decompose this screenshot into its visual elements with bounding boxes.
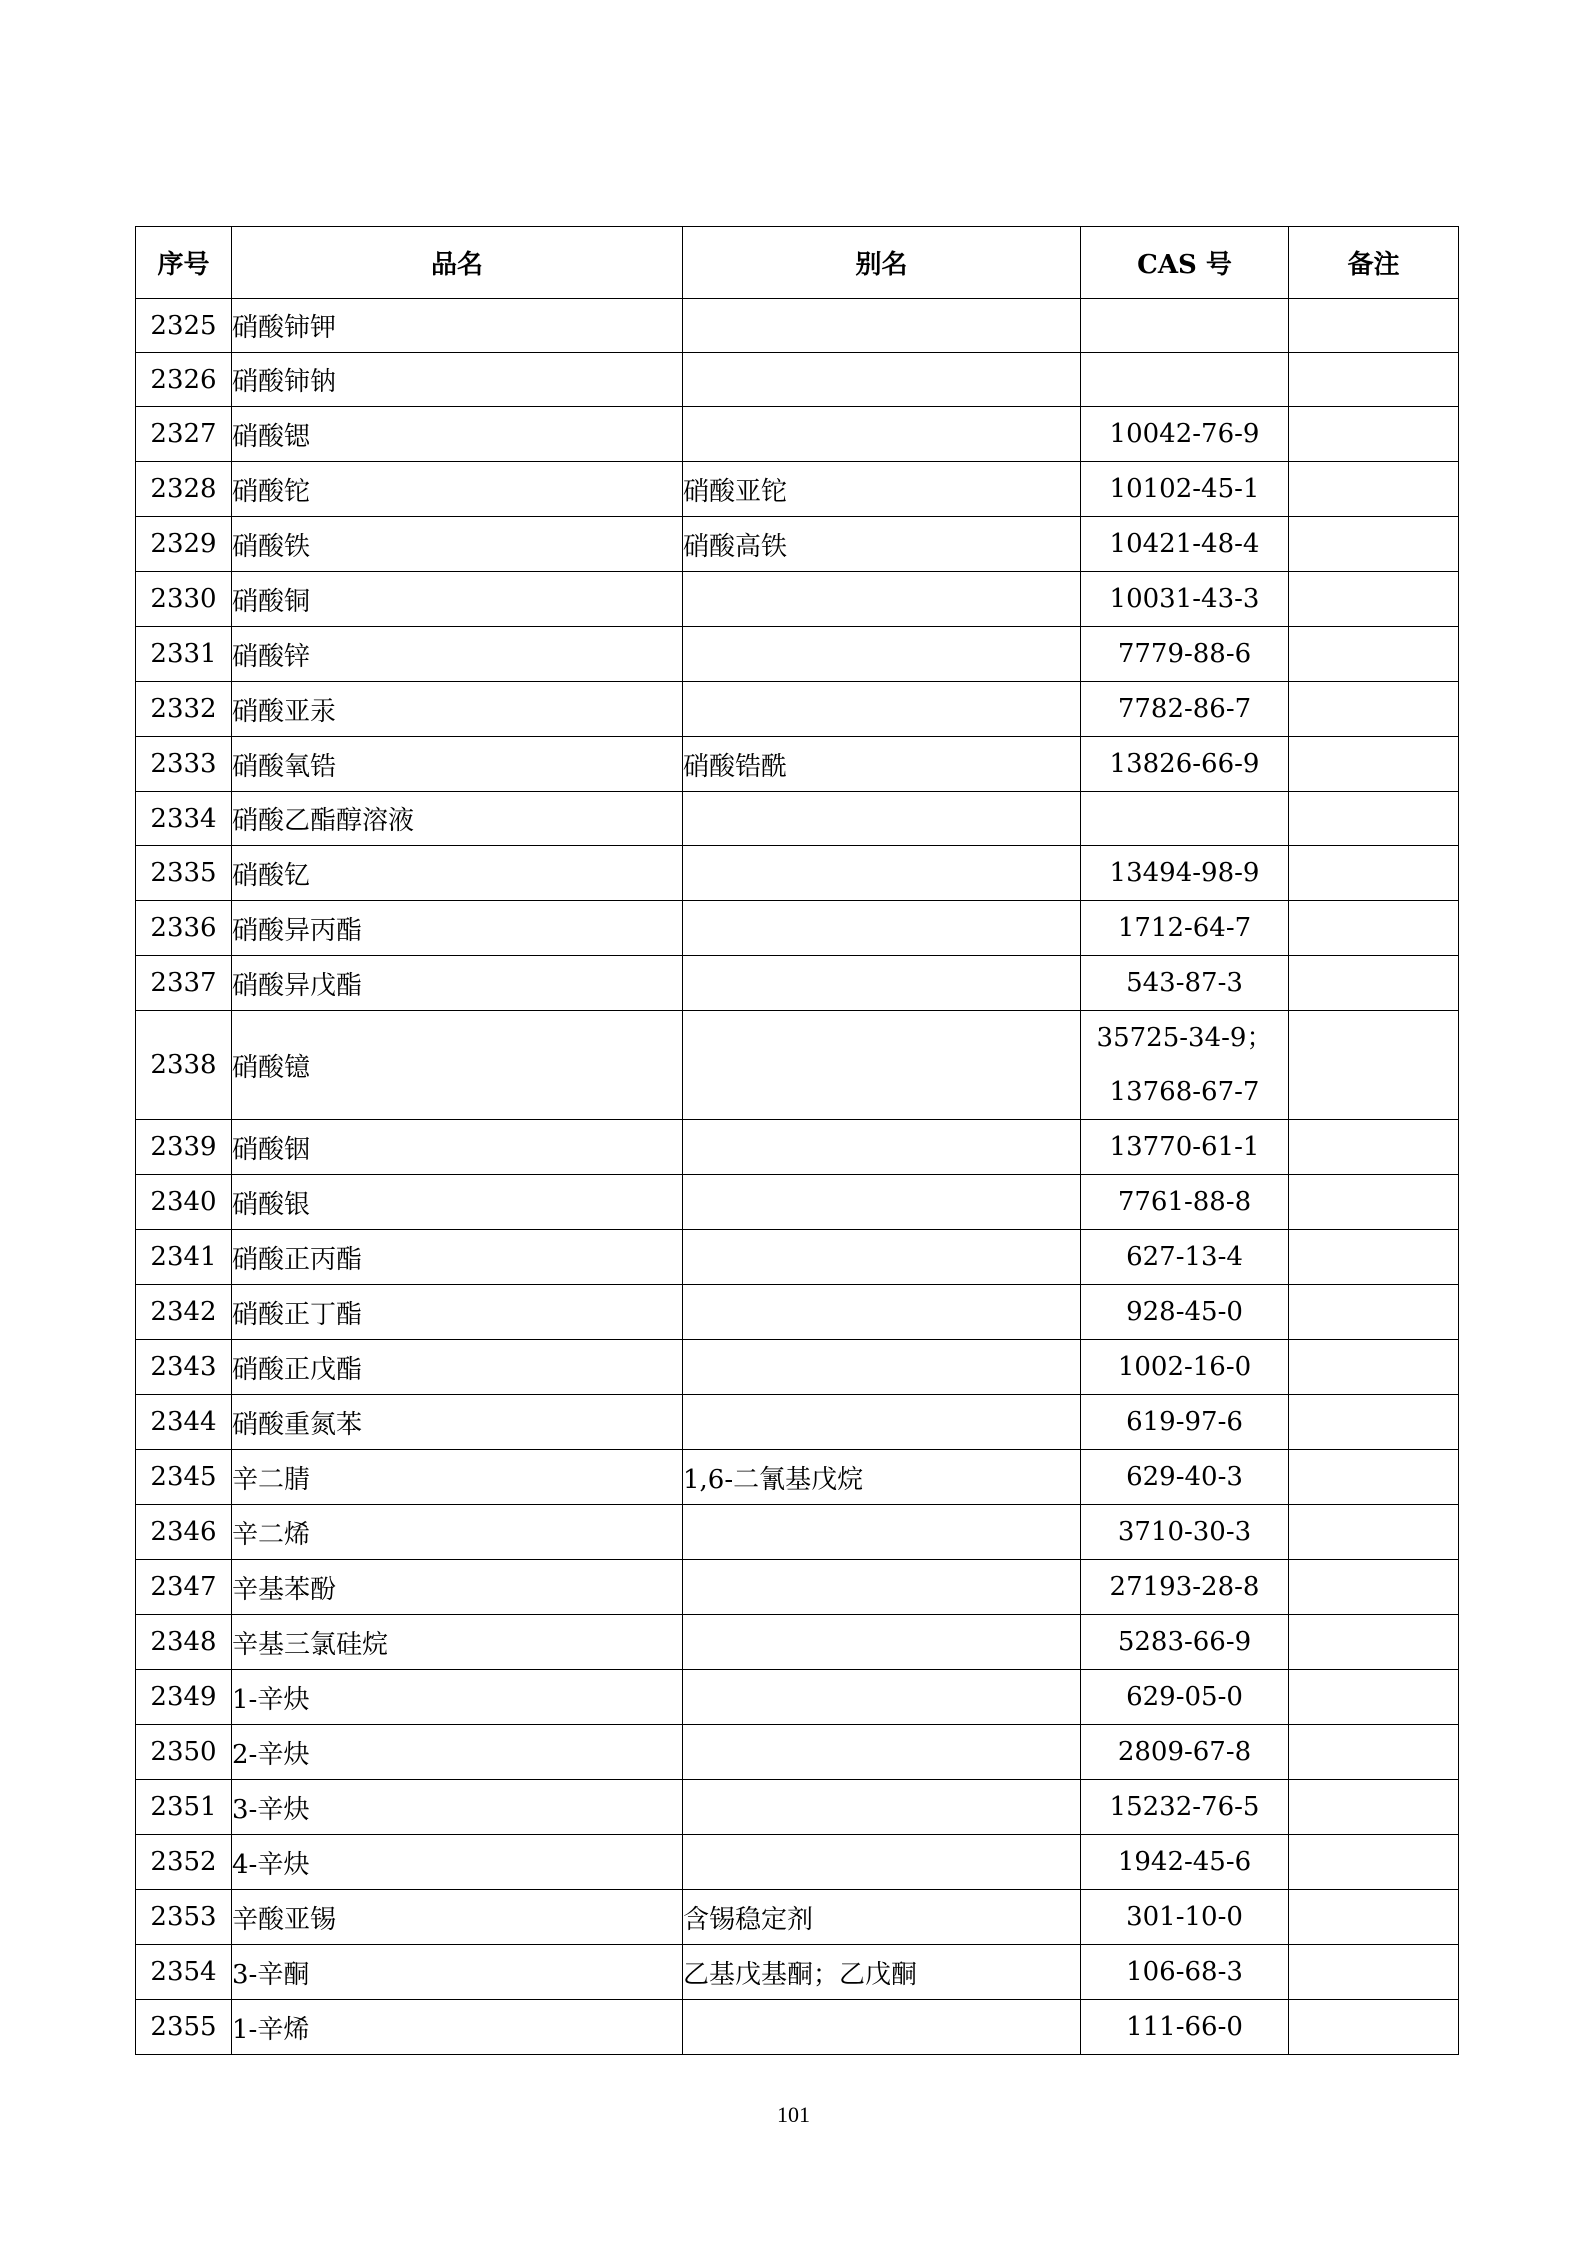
cell-seq: 2348 <box>136 1615 232 1670</box>
cell-cas <box>1081 299 1289 353</box>
cell-seq: 2355 <box>136 2000 232 2055</box>
cell-note <box>1289 901 1459 956</box>
cell-note <box>1289 1725 1459 1780</box>
table-row <box>136 1450 1459 1505</box>
cas-number: 10102-45-1 <box>1109 474 1260 504</box>
cell-name: 硝酸镱 <box>232 1011 683 1120</box>
cell-cas <box>1081 1230 1289 1285</box>
table-row <box>136 846 1459 901</box>
cell-name: 硝酸铁 <box>232 517 683 572</box>
cell-cas <box>1081 1560 1289 1615</box>
cell-seq: 2354 <box>136 1945 232 2000</box>
cell-name: 3-辛酮 <box>232 1945 683 2000</box>
cell-name: 4-辛炔 <box>232 1835 683 1890</box>
cell-cas <box>1081 1011 1289 1120</box>
table-row <box>136 1560 1459 1615</box>
cell-note <box>1289 353 1459 407</box>
cell-cas <box>1081 1670 1289 1725</box>
cell-name: 3-辛炔 <box>232 1780 683 1835</box>
table-row <box>136 1011 1459 1120</box>
cas-number: 27193-28-8 <box>1109 1572 1260 1602</box>
cell-seq: 2349 <box>136 1670 232 1725</box>
cell-alias <box>683 2000 1081 2055</box>
table-row <box>136 1175 1459 1230</box>
cell-cas <box>1081 1890 1289 1945</box>
cell-note <box>1289 407 1459 462</box>
cell-name: 1-辛烯 <box>232 2000 683 2055</box>
cell-seq: 2337 <box>136 956 232 1011</box>
cas-number: 2809-67-8 <box>1117 1737 1252 1767</box>
cell-note <box>1289 2000 1459 2055</box>
cell-seq: 2344 <box>136 1395 232 1450</box>
cell-note <box>1289 1120 1459 1175</box>
cas-number: 1002-16-0 <box>1117 1352 1252 1382</box>
cell-name: 硝酸重氮苯 <box>232 1395 683 1450</box>
cell-seq: 2329 <box>136 517 232 572</box>
cell-name: 辛二腈 <box>232 1450 683 1505</box>
cas-number: 619-97-6 <box>1126 1407 1243 1437</box>
cell-name: 硝酸氧锆 <box>232 737 683 792</box>
cell-cas <box>1081 737 1289 792</box>
cell-note <box>1289 572 1459 627</box>
cell-name: 硝酸银 <box>232 1175 683 1230</box>
cas-number: 13770-61-1 <box>1109 1132 1260 1162</box>
header-seq: 序号 <box>136 227 232 299</box>
cell-name: 硝酸锌 <box>232 627 683 682</box>
cell-alias <box>683 1505 1081 1560</box>
cell-cas <box>1081 901 1289 956</box>
cell-seq: 2330 <box>136 572 232 627</box>
cell-alias <box>683 792 1081 846</box>
cell-seq: 2339 <box>136 1120 232 1175</box>
cell-seq: 2331 <box>136 627 232 682</box>
cell-alias <box>683 1395 1081 1450</box>
cas-number: 629-40-3 <box>1126 1462 1243 1492</box>
table-row <box>136 462 1459 517</box>
cell-name: 硝酸铈钠 <box>232 353 683 407</box>
cell-cas <box>1081 572 1289 627</box>
cell-name: 辛酸亚锡 <box>232 1890 683 1945</box>
cell-cas <box>1081 407 1289 462</box>
cas-number: 1712-64-7 <box>1117 913 1252 943</box>
cell-name: 硝酸异丙酯 <box>232 901 683 956</box>
table-row <box>136 627 1459 682</box>
cell-cas <box>1081 462 1289 517</box>
table-row <box>136 1285 1459 1340</box>
cas-number: 7761-88-8 <box>1117 1187 1252 1217</box>
table-row <box>136 737 1459 792</box>
cas-number: 629-05-0 <box>1126 1682 1243 1712</box>
cell-cas <box>1081 1285 1289 1340</box>
cell-cas <box>1081 1780 1289 1835</box>
cell-name: 辛基苯酚 <box>232 1560 683 1615</box>
cell-seq: 2325 <box>136 299 232 353</box>
cell-note <box>1289 1230 1459 1285</box>
table-row <box>136 572 1459 627</box>
cell-name: 硝酸铈钾 <box>232 299 683 353</box>
cas-number: 627-13-4 <box>1126 1242 1243 1272</box>
cell-name: 硝酸铟 <box>232 1120 683 1175</box>
cell-alias <box>683 1835 1081 1890</box>
cell-note <box>1289 1890 1459 1945</box>
cell-cas <box>1081 1725 1289 1780</box>
cell-cas <box>1081 1450 1289 1505</box>
cell-name: 硝酸乙酯醇溶液 <box>232 792 683 846</box>
cell-seq: 2338 <box>136 1011 232 1120</box>
cell-cas <box>1081 627 1289 682</box>
header-alias: 别名 <box>683 227 1081 299</box>
table-row <box>136 299 1459 353</box>
cell-alias <box>683 1725 1081 1780</box>
cell-alias <box>683 1120 1081 1175</box>
cell-note <box>1289 682 1459 737</box>
table-row <box>136 682 1459 737</box>
cell-alias: 含锡稳定剂 <box>683 1890 1081 1945</box>
cell-alias <box>683 1230 1081 1285</box>
header-note: 备注 <box>1289 227 1459 299</box>
cell-alias <box>683 1780 1081 1835</box>
cell-alias <box>683 1011 1081 1120</box>
cell-seq: 2336 <box>136 901 232 956</box>
table-row <box>136 1670 1459 1725</box>
cell-seq: 2332 <box>136 682 232 737</box>
cell-seq: 2335 <box>136 846 232 901</box>
cell-alias <box>683 1340 1081 1395</box>
cell-note <box>1289 792 1459 846</box>
cell-note <box>1289 1285 1459 1340</box>
cell-name: 辛二烯 <box>232 1505 683 1560</box>
cell-seq: 2333 <box>136 737 232 792</box>
page-number: 101 <box>777 2102 810 2127</box>
cell-note <box>1289 1615 1459 1670</box>
cell-note <box>1289 1395 1459 1450</box>
cell-note <box>1289 299 1459 353</box>
cell-alias <box>683 1670 1081 1725</box>
cell-name: 硝酸正戊酯 <box>232 1340 683 1395</box>
cell-seq: 2340 <box>136 1175 232 1230</box>
cell-cas <box>1081 353 1289 407</box>
cell-cas <box>1081 1395 1289 1450</box>
cell-name: 辛基三氯硅烷 <box>232 1615 683 1670</box>
cell-seq: 2352 <box>136 1835 232 1890</box>
cell-note <box>1289 517 1459 572</box>
cell-alias <box>683 1285 1081 1340</box>
cell-seq: 2326 <box>136 353 232 407</box>
cas-number: 3710-30-3 <box>1117 1517 1252 1547</box>
cas-number: 15232-76-5 <box>1109 1792 1260 1822</box>
table-body <box>136 299 1459 2055</box>
table-row <box>136 353 1459 407</box>
cell-seq: 2343 <box>136 1340 232 1395</box>
cell-seq: 2350 <box>136 1725 232 1780</box>
table-row <box>136 2000 1459 2055</box>
cell-seq: 2328 <box>136 462 232 517</box>
table-row <box>136 517 1459 572</box>
cell-alias <box>683 299 1081 353</box>
cas-number: 13826-66-9 <box>1109 749 1260 779</box>
table-row <box>136 956 1459 1011</box>
cell-alias: 硝酸高铁 <box>683 517 1081 572</box>
cell-note <box>1289 1450 1459 1505</box>
cell-alias: 1,6-二氰基戊烷 <box>683 1450 1081 1505</box>
cell-alias <box>683 846 1081 901</box>
cell-seq: 2334 <box>136 792 232 846</box>
cell-cas <box>1081 1615 1289 1670</box>
cell-note <box>1289 1175 1459 1230</box>
cell-note <box>1289 462 1459 517</box>
cell-cas <box>1081 517 1289 572</box>
cell-cas <box>1081 1505 1289 1560</box>
table-row <box>136 1615 1459 1670</box>
cell-name: 硝酸亚汞 <box>232 682 683 737</box>
cell-alias <box>683 1175 1081 1230</box>
cas-number: 111-66-0 <box>1126 2012 1243 2042</box>
cell-name: 硝酸钇 <box>232 846 683 901</box>
cas-number: 1942-45-6 <box>1117 1847 1252 1877</box>
cell-note <box>1289 1505 1459 1560</box>
cas-number: 7779-88-6 <box>1117 639 1252 669</box>
cas-number: 10042-76-9 <box>1109 419 1260 449</box>
cell-name: 硝酸铜 <box>232 572 683 627</box>
table-row <box>136 1945 1459 2000</box>
cell-seq: 2341 <box>136 1230 232 1285</box>
chemical-table <box>135 226 1459 2055</box>
cell-alias: 硝酸亚铊 <box>683 462 1081 517</box>
cell-alias <box>683 407 1081 462</box>
cas-number: 928-45-0 <box>1126 1297 1243 1327</box>
cell-note <box>1289 737 1459 792</box>
cell-name: 硝酸正丙酯 <box>232 1230 683 1285</box>
cell-cas <box>1081 1120 1289 1175</box>
table-row <box>136 1890 1459 1945</box>
header-cas: CAS 号 <box>1081 227 1289 299</box>
cell-cas <box>1081 1175 1289 1230</box>
table-row <box>136 1230 1459 1285</box>
cas-number: 35725-34-9； <box>1096 1023 1273 1053</box>
cas-number: 5283-66-9 <box>1117 1627 1252 1657</box>
cell-note <box>1289 1945 1459 2000</box>
cas-number: 543-87-3 <box>1126 968 1243 998</box>
cell-alias: 乙基戊基酮；乙戊酮 <box>683 1945 1081 2000</box>
cell-cas <box>1081 682 1289 737</box>
table-row <box>136 1340 1459 1395</box>
cell-alias: 硝酸锆酰 <box>683 737 1081 792</box>
cell-note <box>1289 1670 1459 1725</box>
cell-name: 1-辛炔 <box>232 1670 683 1725</box>
cell-note <box>1289 956 1459 1011</box>
cell-note <box>1289 1835 1459 1890</box>
cell-cas <box>1081 846 1289 901</box>
cell-note <box>1289 1560 1459 1615</box>
cell-seq: 2346 <box>136 1505 232 1560</box>
cell-cas <box>1081 956 1289 1011</box>
cell-seq: 2342 <box>136 1285 232 1340</box>
table-row <box>136 1395 1459 1450</box>
cell-name: 硝酸铊 <box>232 462 683 517</box>
cell-seq: 2351 <box>136 1780 232 1835</box>
cell-note <box>1289 1780 1459 1835</box>
table-row <box>136 901 1459 956</box>
cas-number: 10421-48-4 <box>1109 529 1260 559</box>
cell-name: 硝酸正丁酯 <box>232 1285 683 1340</box>
cell-name: 硝酸异戊酯 <box>232 956 683 1011</box>
cell-name: 硝酸锶 <box>232 407 683 462</box>
cell-cas <box>1081 1945 1289 2000</box>
table-row <box>136 1505 1459 1560</box>
cell-cas <box>1081 792 1289 846</box>
cell-seq: 2353 <box>136 1890 232 1945</box>
cell-note <box>1289 1011 1459 1120</box>
cell-note <box>1289 1340 1459 1395</box>
table-row <box>136 1780 1459 1835</box>
cell-cas <box>1081 1340 1289 1395</box>
cell-name: 2-辛炔 <box>232 1725 683 1780</box>
cell-cas <box>1081 1835 1289 1890</box>
cell-alias <box>683 572 1081 627</box>
cas-number: 13494-98-9 <box>1109 858 1260 888</box>
cell-seq: 2345 <box>136 1450 232 1505</box>
cell-alias <box>683 901 1081 956</box>
header-name: 品名 <box>232 227 683 299</box>
cell-note <box>1289 846 1459 901</box>
cell-alias <box>683 353 1081 407</box>
cell-seq: 2327 <box>136 407 232 462</box>
cell-cas <box>1081 2000 1289 2055</box>
cell-seq: 2347 <box>136 1560 232 1615</box>
table-row <box>136 792 1459 846</box>
table-row <box>136 1120 1459 1175</box>
cas-number: 301-10-0 <box>1126 1902 1243 1932</box>
cell-alias <box>683 682 1081 737</box>
cell-alias <box>683 627 1081 682</box>
cell-note <box>1289 627 1459 682</box>
cell-alias <box>683 956 1081 1011</box>
table-row <box>136 407 1459 462</box>
cas-number: 7782-86-7 <box>1117 694 1252 724</box>
cas-number: 13768-67-7 <box>1109 1077 1260 1107</box>
table-row <box>136 1725 1459 1780</box>
cell-alias <box>683 1560 1081 1615</box>
cas-number: 10031-43-3 <box>1109 584 1260 614</box>
cell-alias <box>683 1615 1081 1670</box>
cas-number: 106-68-3 <box>1126 1957 1243 1987</box>
table-header-row <box>136 227 1459 299</box>
table-row <box>136 1835 1459 1890</box>
